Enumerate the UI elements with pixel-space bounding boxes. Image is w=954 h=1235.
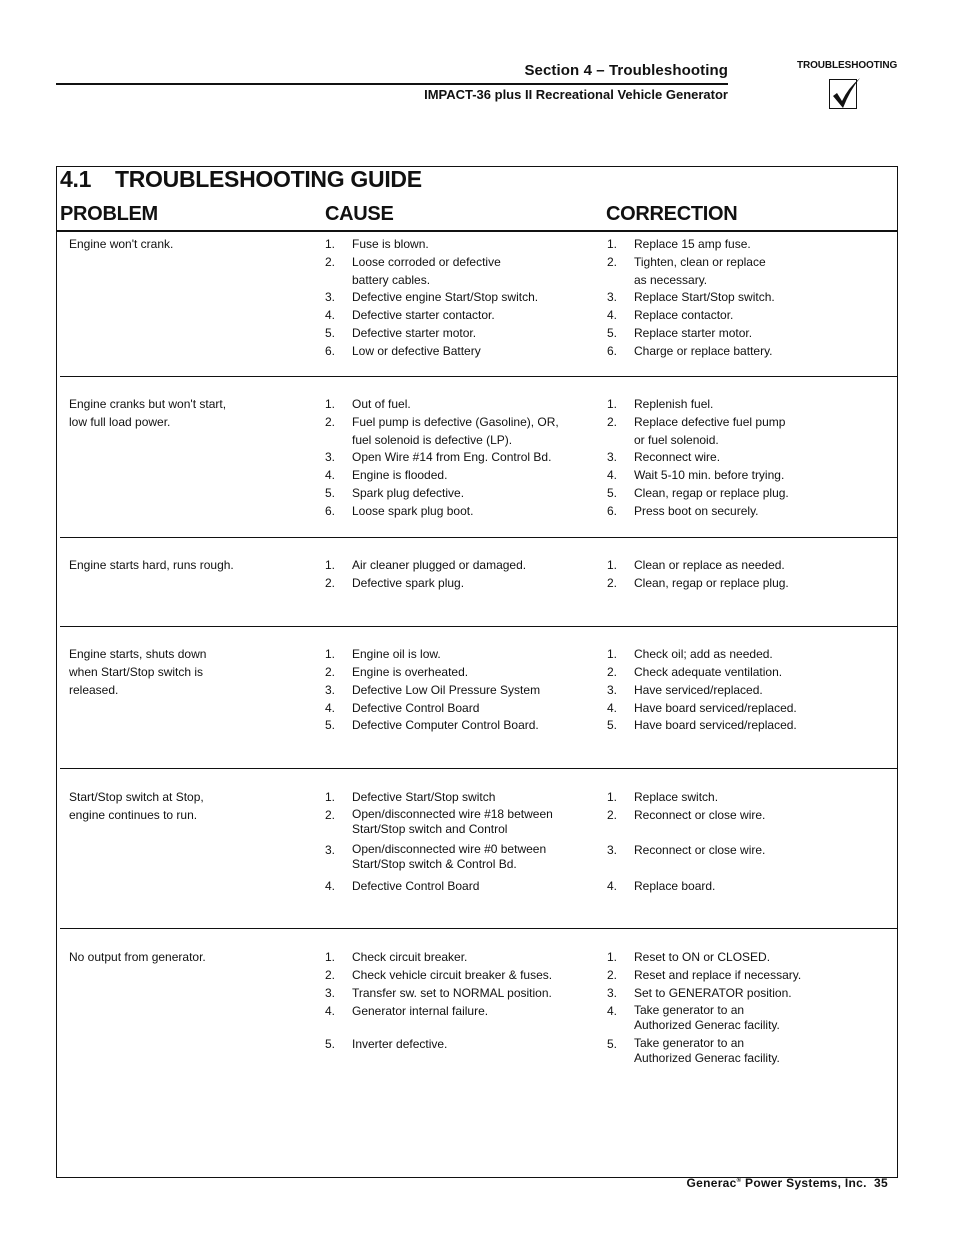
column-header-rule [56, 230, 898, 232]
item-number: 6. [607, 504, 618, 518]
item-line: Air cleaner plugged or damaged. [352, 558, 527, 572]
item-line: Take generator to an [634, 1036, 745, 1050]
item-line: Loose spark plug boot. [352, 504, 474, 518]
item-text [634, 235, 751, 253]
item-line: Authorized Generac facility. [634, 1018, 780, 1032]
item-number: 5. [325, 718, 336, 732]
item-number: 2. [607, 576, 618, 590]
item-text [634, 395, 713, 413]
problem-line: Engine won't crank. [69, 237, 174, 251]
item-text [352, 806, 553, 837]
item-text [634, 877, 715, 895]
column-header-correction: CORRECTION [606, 203, 738, 225]
item-text [634, 663, 782, 681]
item-text [352, 235, 429, 253]
problem-text [69, 645, 289, 699]
guide-title-text: TROUBLESHOOTING GUIDE [115, 166, 422, 192]
item-line: Generator internal failure. [352, 1004, 489, 1018]
item-line: Reconnect or close wire. [634, 843, 766, 857]
item-text [352, 966, 552, 984]
problem-text [69, 395, 289, 431]
item-number: 2. [607, 665, 618, 679]
item-text [634, 324, 752, 342]
item-line: Reset to ON or CLOSED. [634, 950, 771, 964]
item-number: 4. [325, 468, 336, 482]
item-number: 3. [325, 986, 336, 1000]
item-text [634, 448, 720, 466]
item-line: Set to GENERATOR position. [634, 986, 792, 1000]
problem-line: low full load power. [69, 415, 171, 429]
item-text [634, 556, 785, 574]
item-number: 2. [325, 665, 336, 679]
item-line: Defective Control Board [352, 701, 480, 715]
item-text [352, 502, 473, 520]
row-divider [60, 626, 898, 627]
item-number: 1. [607, 790, 618, 804]
item-text [352, 788, 495, 806]
item-number: 5. [325, 486, 336, 500]
item-number: 1. [607, 397, 618, 411]
problem-text [69, 556, 289, 574]
row-divider [60, 376, 898, 377]
item-line: Have serviced/replaced. [634, 683, 763, 697]
item-line: Take generator to an [634, 1003, 745, 1017]
item-text [352, 556, 526, 574]
item-line: Defective Computer Control Board. [352, 718, 539, 732]
item-text [352, 645, 441, 663]
item-number: 1. [325, 790, 336, 804]
item-text [634, 681, 763, 699]
problem-line: Engine starts, shuts down [69, 647, 207, 661]
item-text [352, 448, 551, 466]
item-number: 1. [325, 558, 336, 572]
item-number: 2. [607, 255, 618, 269]
item-number: 4. [607, 879, 618, 893]
chapter-tab-label: TROUBLESHOOTING [797, 60, 898, 71]
item-line: Check vehicle circuit breaker & fuses. [352, 968, 553, 982]
item-number: 3. [325, 683, 336, 697]
item-text [352, 984, 552, 1002]
item-line: Tighten, clean or replace [634, 255, 766, 269]
header-rule [56, 83, 728, 85]
section-heading: Section 4 – Troubleshooting [524, 62, 728, 79]
item-number: 5. [607, 718, 618, 732]
item-line: Defective spark plug. [352, 576, 465, 590]
item-text [352, 699, 479, 717]
item-line: Open/disconnected wire #0 between [352, 842, 547, 856]
item-number: 1. [325, 647, 336, 661]
item-number: 1. [607, 237, 618, 251]
problem-text [69, 235, 289, 253]
item-text [352, 288, 538, 306]
item-number: 2. [325, 255, 336, 269]
item-number: 3. [607, 450, 618, 464]
company-name: Generac [686, 1176, 737, 1190]
problem-line: No output from generator. [69, 950, 206, 964]
item-line: Clean, regap or replace plug. [634, 486, 789, 500]
item-text [634, 1035, 780, 1066]
item-line: Defective Control Board [352, 879, 480, 893]
item-text [352, 948, 467, 966]
item-number: 3. [607, 843, 618, 857]
item-line: Defective starter motor. [352, 326, 477, 340]
item-line: Replenish fuel. [634, 397, 714, 411]
item-line: Replace 15 amp fuse. [634, 237, 751, 251]
company-name-suffix: Power Systems, Inc. [741, 1176, 867, 1190]
item-number: 1. [607, 647, 618, 661]
problem-line: Engine cranks but won't start, [69, 397, 227, 411]
item-text [634, 806, 765, 824]
item-line: Out of fuel. [352, 397, 411, 411]
item-number: 5. [607, 1037, 618, 1051]
item-line: battery cables. [352, 273, 431, 287]
problem-line: engine continues to run. [69, 808, 198, 822]
item-text [634, 253, 766, 289]
item-number: 2. [607, 415, 618, 429]
item-text [634, 966, 801, 984]
item-line: Engine is overheated. [352, 665, 469, 679]
item-line: Check oil; add as needed. [634, 647, 773, 661]
item-number: 2. [325, 576, 336, 590]
item-text [634, 574, 789, 592]
item-text [352, 1002, 488, 1020]
item-number: 3. [325, 843, 336, 857]
item-line: Reset and replace if necessary. [634, 968, 802, 982]
item-line: Clean or replace as needed. [634, 558, 785, 572]
problem-line: released. [69, 683, 119, 697]
item-number: 2. [607, 968, 618, 982]
page-footer [687, 1176, 889, 1190]
item-number: 6. [325, 344, 336, 358]
item-text [634, 466, 784, 484]
item-line: Defective Start/Stop switch [352, 790, 496, 804]
guide-number: 4.1 [60, 166, 92, 192]
item-text [634, 948, 770, 966]
item-line: Inverter defective. [352, 1037, 448, 1051]
item-number: 3. [607, 986, 618, 1000]
item-number: 3. [607, 290, 618, 304]
item-number: 1. [325, 237, 336, 251]
item-text [634, 699, 797, 717]
item-line: Loose corroded or defective [352, 255, 501, 269]
item-line: Press boot on securely. [634, 504, 759, 518]
item-line: Replace switch. [634, 790, 719, 804]
item-number: 3. [325, 290, 336, 304]
problem-line: Engine starts hard, runs rough. [69, 558, 234, 572]
row-divider [60, 928, 898, 929]
item-line: Charge or replace battery. [634, 344, 773, 358]
item-line: Wait 5-10 min. before trying. [634, 468, 785, 482]
item-text [352, 1035, 447, 1053]
item-line: Replace board. [634, 879, 716, 893]
item-text [352, 253, 501, 289]
item-line: Start/Stop switch & Control Bd. [352, 857, 517, 871]
item-number: 5. [607, 486, 618, 500]
problem-line: Start/Stop switch at Stop, [69, 790, 204, 804]
item-line: Start/Stop switch and Control [352, 822, 508, 836]
item-line: Spark plug defective. [352, 486, 465, 500]
item-number: 1. [325, 397, 336, 411]
item-line: Fuse is blown. [352, 237, 429, 251]
item-number: 5. [607, 326, 618, 340]
item-text [352, 342, 481, 360]
item-text [352, 466, 447, 484]
item-text [634, 342, 773, 360]
item-text [634, 288, 775, 306]
item-number: 4. [607, 468, 618, 482]
item-number: 3. [325, 450, 336, 464]
item-line: Reconnect or close wire. [634, 808, 766, 822]
item-text [352, 306, 495, 324]
item-text [352, 484, 464, 502]
page-number: 35 [874, 1176, 888, 1190]
item-number: 2. [325, 808, 336, 822]
item-line: or fuel solenoid. [634, 433, 719, 447]
item-number: 4. [325, 308, 336, 322]
item-line: Check circuit breaker. [352, 950, 468, 964]
item-number: 4. [607, 701, 618, 715]
item-number: 4. [607, 1004, 618, 1018]
item-line: Defective engine Start/Stop switch. [352, 290, 539, 304]
item-line: Replace starter motor. [634, 326, 753, 340]
item-line: Clean, regap or replace plug. [634, 576, 789, 590]
item-text [634, 413, 785, 449]
item-text [634, 645, 773, 663]
item-number: 4. [325, 1004, 336, 1018]
item-text [634, 984, 792, 1002]
item-line: Check adequate ventilation. [634, 665, 783, 679]
item-line: fuel solenoid is defective (LP). [352, 433, 513, 447]
item-line: Fuel pump is defective (Gasoline), OR, [352, 415, 559, 429]
item-number: 1. [325, 950, 336, 964]
item-number: 2. [325, 415, 336, 429]
item-line: Have board serviced/replaced. [634, 701, 797, 715]
item-line: as necessary. [634, 273, 708, 287]
item-text [352, 574, 464, 592]
item-line: Authorized Generac facility. [634, 1051, 780, 1065]
item-text [634, 716, 797, 734]
item-number: 6. [325, 504, 336, 518]
item-line: Replace defective fuel pump [634, 415, 786, 429]
column-header-problem: PROBLEM [60, 203, 158, 225]
item-text [352, 413, 559, 449]
item-text [352, 716, 539, 734]
item-number: 6. [607, 344, 618, 358]
manual-subtitle: IMPACT-36 plus II Recreational Vehicle Generator [424, 87, 728, 102]
checkmark-icon [829, 79, 857, 109]
item-text [352, 877, 479, 895]
item-line: Replace Start/Stop switch. [634, 290, 775, 304]
item-line: Low or defective Battery [352, 344, 481, 358]
item-text [634, 502, 759, 520]
item-text [352, 663, 468, 681]
item-text [352, 324, 476, 342]
item-text [352, 681, 540, 699]
item-text [352, 841, 546, 872]
item-number: 3. [607, 683, 618, 697]
item-text [634, 306, 733, 324]
item-number: 4. [325, 701, 336, 715]
item-line: Replace contactor. [634, 308, 734, 322]
item-line: Open Wire #14 from Eng. Control Bd. [352, 450, 552, 464]
item-text [634, 788, 718, 806]
row-divider [60, 768, 898, 769]
item-text [634, 841, 765, 859]
item-line: Have board serviced/replaced. [634, 718, 797, 732]
item-line: Reconnect wire. [634, 450, 721, 464]
item-text [352, 395, 411, 413]
item-line: Defective starter contactor. [352, 308, 495, 322]
item-number: 4. [325, 879, 336, 893]
row-divider [60, 537, 898, 538]
item-line: Open/disconnected wire #18 between [352, 807, 553, 821]
item-line: Engine oil is low. [352, 647, 441, 661]
item-number: 5. [325, 326, 336, 340]
problem-text [69, 788, 289, 824]
item-number: 2. [607, 808, 618, 822]
item-number: 4. [607, 308, 618, 322]
column-header-cause: CAUSE [325, 203, 394, 225]
problem-text [69, 948, 289, 966]
item-text [634, 484, 789, 502]
item-text [634, 1002, 780, 1033]
item-line: Engine is flooded. [352, 468, 448, 482]
item-number: 2. [325, 968, 336, 982]
problem-line: when Start/Stop switch is [69, 665, 204, 679]
guide-title [60, 166, 422, 193]
item-number: 5. [325, 1037, 336, 1051]
item-line: Defective Low Oil Pressure System [352, 683, 541, 697]
item-number: 1. [607, 950, 618, 964]
registered-mark: ® [736, 1178, 742, 1184]
item-line: Transfer sw. set to NORMAL position. [352, 986, 552, 1000]
item-number: 1. [607, 558, 618, 572]
